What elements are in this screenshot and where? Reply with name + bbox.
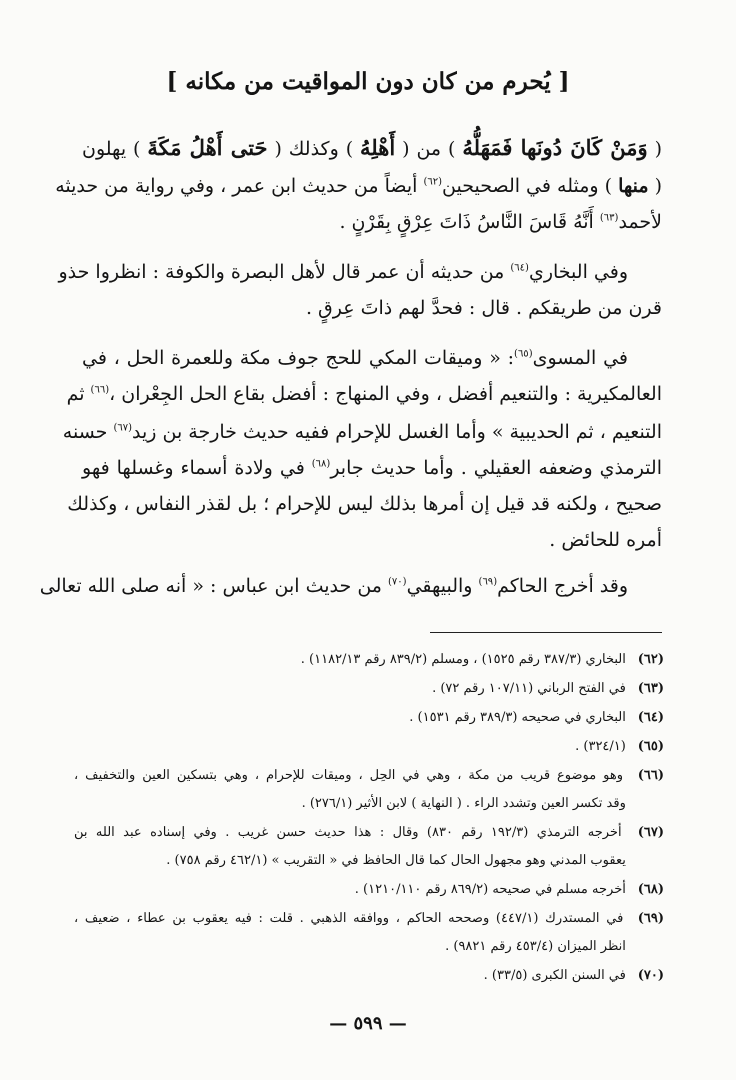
body-line	[58, 252, 662, 292]
footnote-ref[interactable]: (٦٨)	[311, 458, 331, 470]
footnote-ref[interactable]: (٦٤)	[510, 262, 529, 274]
body-line	[82, 128, 662, 169]
text-run: الترمذي وضعفه العقيلي . وأما حديث جابر	[330, 457, 662, 479]
text-run: والبيهقي	[406, 575, 479, 597]
text-run: ) من (	[395, 138, 463, 160]
footnote	[74, 819, 664, 847]
text-run: ) وكذلك (	[267, 138, 361, 160]
footnote-number: (٦٧)	[637, 825, 665, 840]
body-line	[82, 202, 662, 242]
footnote-ref[interactable]: (٦٦)	[90, 384, 110, 396]
text-run: : « وميقات المكي للحج جوف مكة وللعمرة الحل ، في	[82, 347, 515, 369]
footnote-continuation	[74, 933, 664, 961]
footnote-ref[interactable]: (٦٥)	[514, 348, 533, 360]
quran-phrase: حَتى أَهْلُ مَكَةَ	[147, 135, 268, 160]
footnote-number: (٦٩)	[637, 911, 665, 926]
footnote-number: (٦٢)	[637, 652, 664, 667]
quran-phrase: أَهْلِهُ	[360, 135, 396, 160]
footnote-text: يعقوب المدني وهو مجهول الحال كما قال الحافظ في « التقريب » (٤٦٢/١ رقم ٧٥٨) .	[166, 853, 626, 868]
footnote-ref[interactable]: (٦٢)	[423, 176, 443, 188]
text-run: أَنَّهُ قَاسَ النَّاسُ ذَاتَ عِرْقٍ بِقَرْنٍ .	[339, 211, 600, 233]
footnote	[74, 762, 664, 790]
footnote-number: (٦٥)	[637, 739, 664, 754]
footnote	[74, 675, 664, 703]
footnote-number: (٦٦)	[637, 768, 665, 783]
text-run: وفي البخاري	[528, 261, 628, 283]
section-heading: [ يُحرم من كان دون المواقيت من مكانه ]	[166, 68, 570, 95]
text-run: من حديثه أن عمر قال لأهل البصرة والكوفة : انظروا حذو	[58, 261, 511, 283]
footnote-text: (٣٢٤/١) .	[575, 739, 626, 754]
footnote-text: البخاري في صحيحه (٣٨٩/٣ رقم ١٥٣١) .	[409, 710, 626, 725]
footnote-text: انظر الميزان (٤٥٣/٤ رقم ٩٨٢١) .	[445, 939, 626, 954]
footnote-ref[interactable]: (٦٧)	[113, 422, 132, 434]
text-run: التنعيم ، ثم الحديبية » وأما الغسل للإحرام ففيه حديث خارجة بن زيد	[132, 421, 662, 443]
body-line	[66, 374, 662, 414]
text-run: (	[647, 138, 662, 160]
body-line: أمره للحائض .	[549, 529, 662, 551]
footnote-text: في الفتح الرباني (١٠٧/١١ رقم ٧٢) .	[432, 681, 626, 696]
body-line	[39, 566, 662, 606]
text-run: وقد أخرج الحاكم	[497, 575, 628, 597]
footnote	[74, 646, 664, 674]
text-run: العالمكيرية : والتنعيم أفضل ، وفي المنهاج : أفضل بقاع الحل الجِعْران ،	[109, 383, 662, 405]
text-run: أيضاً من حديث ابن عمر ، وفي رواية من حديثه	[55, 175, 424, 197]
footnote	[74, 962, 664, 990]
footnote-continuation	[74, 847, 664, 875]
body-line: صحيح ، ولكنه قد قيل إن أمرها بذلك ليس للإحرام ؛ بل لقذر النفاس ، وكذلك	[67, 493, 662, 515]
footnote-ref[interactable]: (٦٣)	[599, 212, 619, 224]
footnote-text: أخرجه الترمذي (١٩٢/٣ رقم ٨٣٠) وقال : هذا حديث حسن غريب . وفي إسناده عبد الله بن	[74, 825, 622, 840]
footnote	[74, 905, 664, 933]
text-run: في المسوى	[532, 347, 628, 369]
text-run: حسنه	[62, 421, 114, 443]
body-line	[82, 448, 662, 488]
body-line	[55, 166, 662, 206]
footnote	[74, 876, 664, 904]
text-run: ثم	[66, 383, 91, 405]
quran-phrase: منها	[618, 175, 649, 197]
footnote-divider	[430, 632, 662, 633]
footnote-continuation	[74, 790, 664, 818]
footnote	[74, 704, 664, 732]
page-number: — ٥٩٩ —	[329, 1013, 407, 1034]
footnote-number: (٦٨)	[637, 882, 664, 897]
footnote-text: أخرجه مسلم في صحيحه (٨٦٩/٢ رقم ١٢١٠/١١٠) .	[354, 882, 626, 897]
footnote-ref[interactable]: (٦٩)	[478, 576, 498, 588]
text-run: في ولادة أسماء وغسلها فهو	[82, 457, 312, 479]
footnote-text: في المستدرك (٤٤٧/١) وصححه الحاكم ، ووافقه الذهبي . قلت : فيه يعقوب بن عطاء ، ضعيف ،	[74, 911, 624, 926]
text-run: لأحمد	[618, 211, 662, 233]
footnote-text: وهو موضوع قريب من مكة ، وهي في الحِل ، وميقات للإحرام ، وهي بتسكين العين والتخفيف ،	[74, 768, 624, 783]
footnote-text: البخاري (٣٨٧/٣ رقم ١٥٢٥) ، ومسلم (٨٣٩/٢ رقم ١١٨٢/١٣) .	[300, 652, 626, 667]
footnote-ref[interactable]: (٧٠)	[388, 576, 407, 588]
footnote-text: وقد تكسر العين وتشدد الراء . ( النهاية ) لابن الأثير (٢٧٦/١) .	[301, 796, 626, 811]
footnote-number: (٦٤)	[637, 710, 664, 725]
text-run: (	[648, 175, 662, 197]
body-line	[62, 412, 662, 452]
footnote-number: (٦٣)	[637, 681, 664, 696]
footnote	[74, 733, 664, 761]
body-line: قرن من طريقكم . قال : فحدَّ لهم ذاتَ عِرقٍ .	[305, 297, 662, 319]
text-run: ) يهلون	[82, 138, 148, 160]
body-line	[82, 338, 662, 378]
quran-phrase: وَمَنْ كَانَ دُونَها فَمَهَلُّهُ	[462, 135, 648, 160]
text-run: ) ومثله في الصحيحين	[442, 175, 619, 197]
footnote-text: في السنن الكبرى (٣٣/٥) .	[483, 968, 626, 983]
footnote-number: (٧٠)	[637, 968, 664, 983]
text-run: من حديث ابن عباس : « أنه صلى الله تعالى	[39, 575, 388, 597]
